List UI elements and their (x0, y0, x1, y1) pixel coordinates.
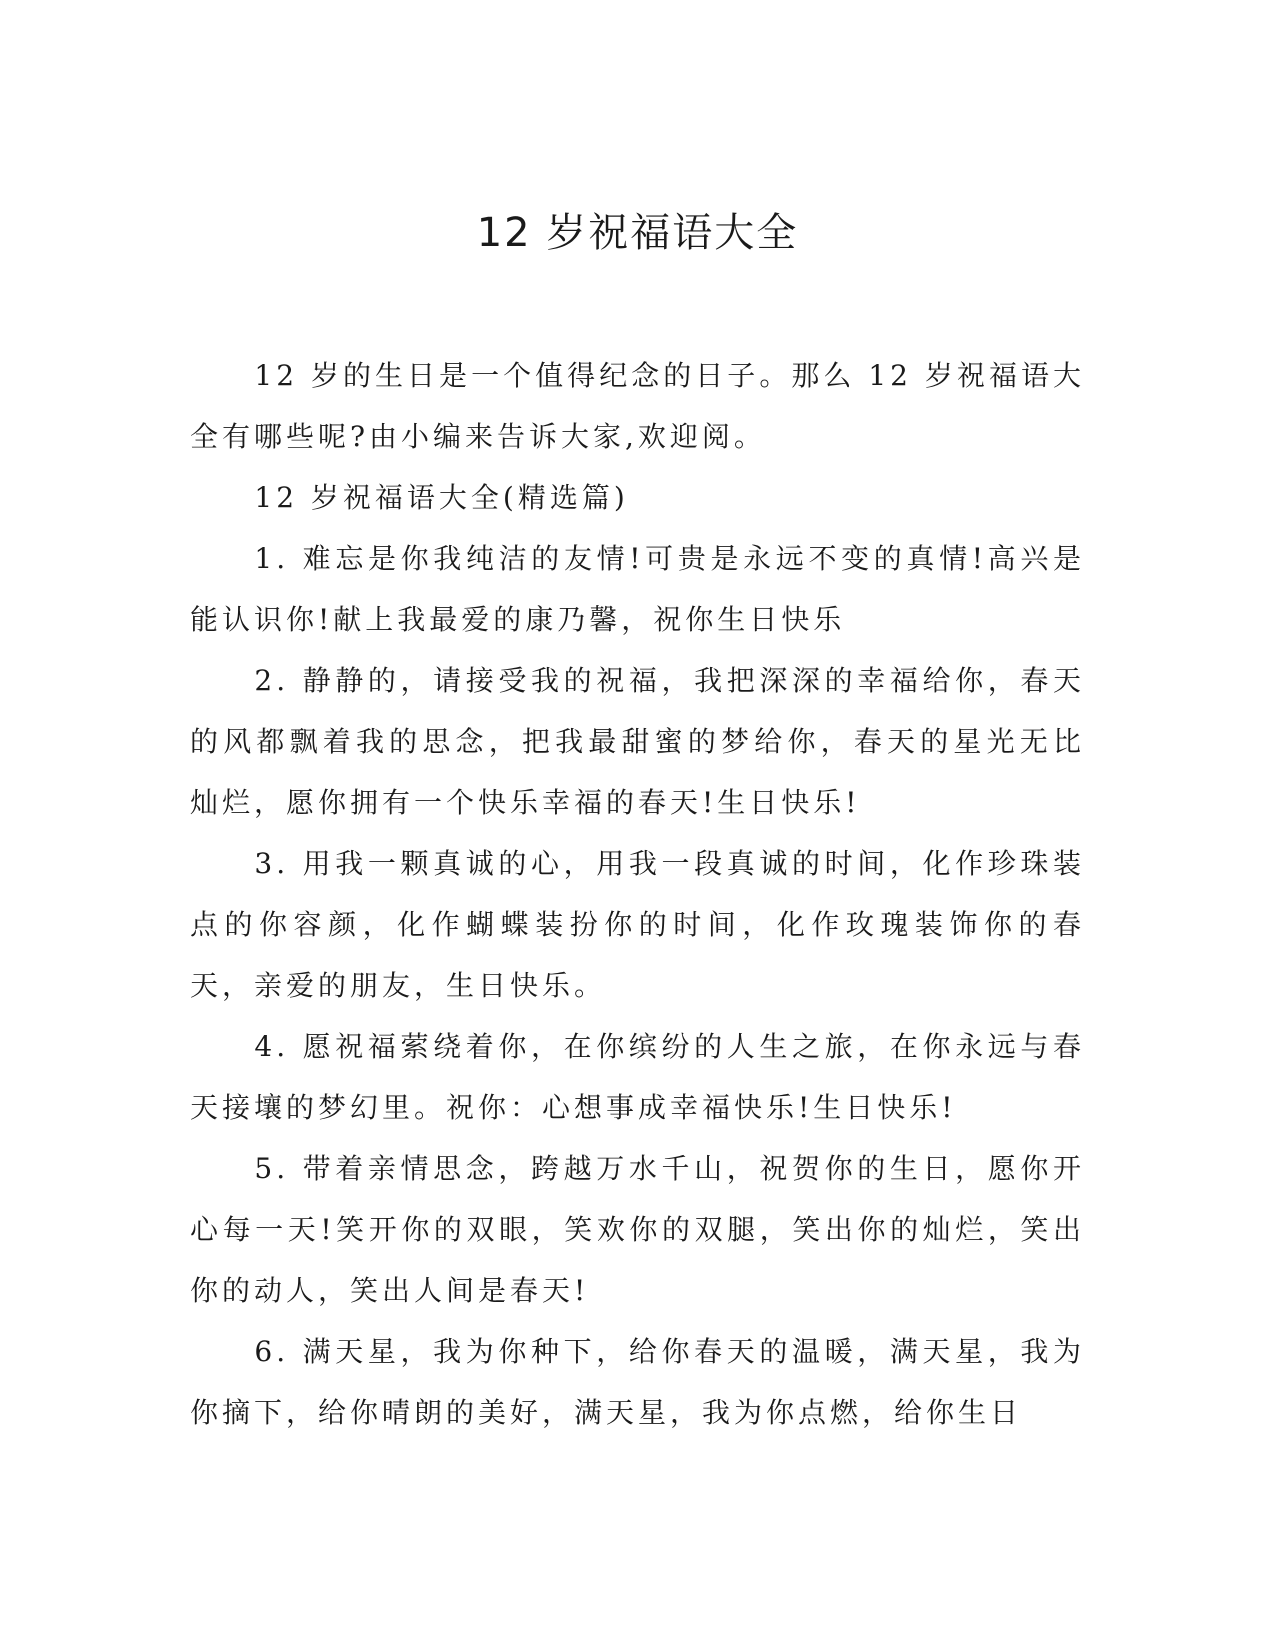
list-item-5: 5. 带着亲情思念，跨越万水千山，祝贺你的生日，愿你开心每一天!笑开你的双眼，笑欢你的双腿，笑出你的灿烂，笑出你的动人，笑出人间是春天! (190, 1152, 1085, 1307)
document-title: 12 岁祝福语大全 (476, 210, 799, 256)
list-item-1: 1. 难忘是你我纯洁的友情!可贵是永远不变的真情!高兴是能认识你!献上我最爱的康乃馨，祝你生日快乐 (190, 542, 1085, 636)
paragraph-intro: 12 岁的生日是一个值得纪念的日子。那么 12 岁祝福语大全有哪些呢?由小编来告诉大家,欢迎阅。 (190, 359, 1085, 453)
list-item-3: 3. 用我一颗真诚的心，用我一段真诚的时间，化作珍珠装点的你容颜，化作蝴蝶装扮你的时间，化作玫瑰装饰你的春天，亲爱的朋友，生日快乐。 (190, 847, 1085, 1002)
list-item-4: 4. 愿祝福萦绕着你，在你缤纷的人生之旅，在你永远与春天接壤的梦幻里。祝你：心想事成幸福快乐!生日快乐! (190, 1030, 1085, 1124)
list-item-2: 2. 静静的，请接受我的祝福，我把深深的幸福给你，春天的风都飘着我的思念，把我最甜蜜的梦给你，春天的星光无比灿烂，愿你拥有一个快乐幸福的春天!生日快乐! (190, 664, 1085, 819)
document-body (190, 345, 1085, 1443)
list-item-6: 6. 满天星，我为你种下，给你春天的温暖，满天星，我为你摘下，给你晴朗的美好，满天星，我为你点燃，给你生日 (190, 1335, 1085, 1429)
section-heading: 12 岁祝福语大全(精选篇) (254, 481, 629, 514)
